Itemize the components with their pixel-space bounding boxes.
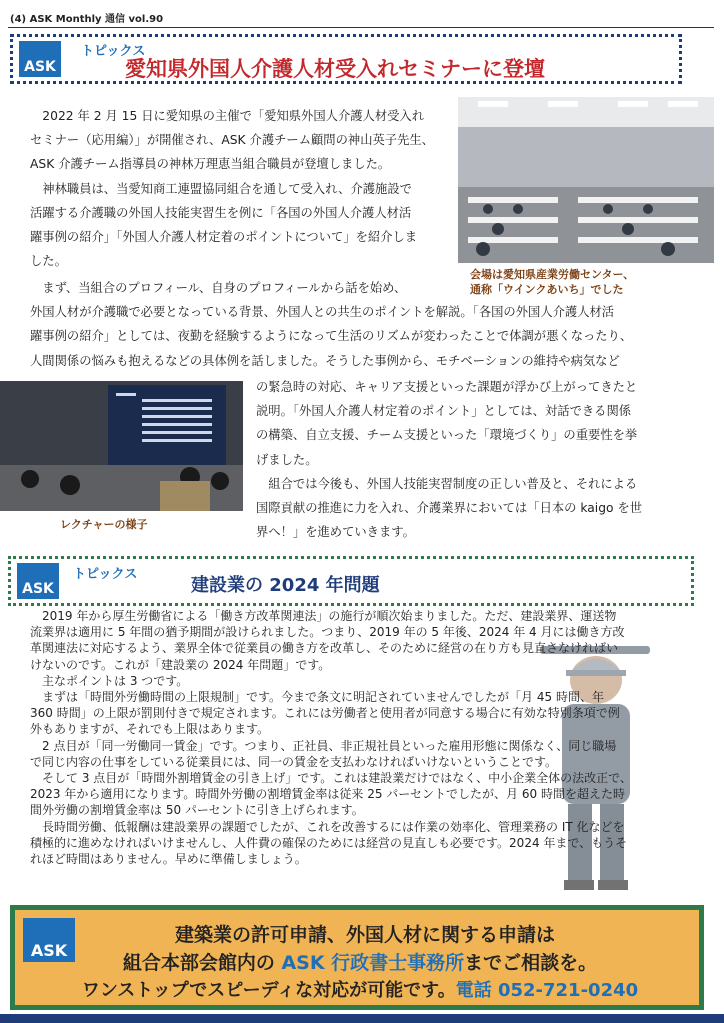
text-line: 界へ！」を進めていきます。 bbox=[256, 525, 415, 540]
text-line: 外もありますが、それでも上限はあります。 bbox=[30, 722, 270, 737]
ask-logo-text: ASK bbox=[22, 581, 54, 597]
topic1-banner bbox=[10, 34, 682, 84]
text-line: した。 bbox=[30, 254, 67, 269]
text-line: 間外労働の割増賃金率は 50 パーセントに引き上げられます。 bbox=[30, 803, 364, 818]
ask-logo-text: ASK bbox=[30, 941, 68, 960]
footer-bar bbox=[0, 1014, 724, 1023]
text-line: 2 点目が「同一労働同一賃金」です。つまり、正社員、非正規社員といった雇用形態に関係なく、同じ職場 bbox=[30, 738, 617, 753]
text-line: 躍事例の紹介」「外国人介護人材定着のポイントについて」を紹介しま bbox=[30, 230, 418, 245]
seminar-room-photo bbox=[458, 97, 714, 263]
promo-line3 bbox=[25, 976, 695, 1002]
promo-office-name: ASK 行政書士事務所 bbox=[281, 952, 465, 974]
topics-label: トピックス bbox=[81, 44, 146, 59]
text-line: 2023 年から適用になります。時間外労働の割増賃金率は従来 25 パーセントでしたが、月 60 時間を超えた時 bbox=[30, 787, 625, 802]
lecture-photo bbox=[0, 381, 243, 511]
text-line: で同じ内容の仕事をしている従業員には、同一の賃金を支払わなければいけないということです。 bbox=[30, 754, 558, 769]
text-line: けないのです。これが「建設業の 2024 年問題」です。 bbox=[30, 657, 331, 672]
seminar-room-image bbox=[458, 97, 714, 263]
text-line: 国際貢献の推進に力を入れ、介護業界においては「日本の kaigo を世 bbox=[256, 501, 643, 516]
text-line: 革関連法に対応するよう、業界全体で従業員の働き方を改革し、そのために経営の在り方も見直さなければい bbox=[30, 641, 619, 656]
article1-body-mid bbox=[30, 276, 720, 373]
issue-header: (4) ASK Monthly 通信 vol.90 bbox=[10, 14, 164, 25]
text-line: そして 3 点目が「時間外割増賃金の引き上げ」です。これは建設業だけではなく、中小企業全体の法改正で、 bbox=[30, 771, 632, 786]
text-line: 長時間労働、低報酬は建設業界の課題でしたが、これを改善するには作業の効率化、管理業務の IT 化などを bbox=[30, 819, 625, 834]
article2-body bbox=[30, 608, 710, 867]
text-line: 神林職員は、当愛知商工連盟協同組合を通して受入れ、介護施設で bbox=[30, 181, 412, 196]
topics-label: トピックス bbox=[73, 567, 138, 582]
text-line: 人間関係の悩みも抱えるなどの具体例を話しました。そうした事例から、モチベーションの維持や病気など bbox=[30, 353, 620, 368]
text-line: セミナー（応用編）」が開催され、ASK 介護チーム顧問の神山英子先生、 bbox=[30, 133, 434, 148]
promo-phone: 電話 052-721-0240 bbox=[455, 980, 639, 1001]
text-line: 外国人材が介護職で必要となっている背景、外国人との共生のポイントを解説。「各国の外国人介護人材活 bbox=[30, 305, 615, 320]
topic2-banner bbox=[8, 556, 694, 606]
text-line: まず、当組合のプロフィール、自身のプロフィールから話を始め、 bbox=[30, 281, 407, 295]
promo-line2-post: までご相談を。 bbox=[464, 952, 598, 974]
promo-box bbox=[10, 905, 704, 1010]
text-line: げました。 bbox=[256, 452, 318, 467]
text-line: ASK 介護チーム指導員の神林万理恵当組合職員が登壇しました。 bbox=[30, 157, 391, 172]
lecture-image bbox=[0, 381, 243, 511]
text-line: 2022 年 2 月 15 日に愛知県の主催で「愛知県外国人介護人材受入れ bbox=[30, 109, 425, 123]
text-line: 説明。「外国人介護人材定着のポイント」としては、対話できる関係 bbox=[256, 404, 632, 419]
photo1-caption-line1: 会場は愛知県産業労働センター、 bbox=[470, 268, 635, 281]
ask-logo bbox=[19, 41, 61, 77]
text-line: れほど時間はありません。早めに準備しましょう。 bbox=[30, 852, 307, 867]
text-line: 躍事例の紹介」としては、夜勤を経験するようになって生活のリズムが変わったことで体調が悪くなったり、 bbox=[30, 329, 633, 344]
text-line: 積極的に進めなければいけませんし、人件費の確保のためには経営の見直しも必要です。2024 年まで、もうそ bbox=[30, 835, 628, 850]
ask-logo-text: ASK bbox=[24, 59, 56, 75]
ask-logo bbox=[17, 563, 59, 599]
article1-body-top bbox=[30, 104, 455, 273]
text-line: 活躍する介護職の外国人技能実習生を例に「各国の外国人介護人材活 bbox=[30, 205, 412, 220]
text-line: まずは「時間外労働時間の上限規制」です。今まで条文に明記されていませんでしたが「月 45 時間、年 bbox=[30, 690, 604, 705]
text-line: 流業界は適用に 5 年間の猶予期間が設けられました。つまり、2019 年の 5 年後、2024 年 4 月には働き方改 bbox=[30, 625, 625, 640]
text-line: 2019 年から厚生労働省による「働き方改革関連法」の施行が順次始まりました。ただ、建設業界、運送物 bbox=[30, 609, 617, 623]
article1-title: 愛知県外国人介護人材受入れセミナーに登壇 bbox=[125, 57, 545, 81]
promo-line2 bbox=[35, 948, 685, 975]
promo-line2-pre: 組合本部会館内の bbox=[122, 952, 282, 974]
promo-line3-pre: ワンストップでスピーディな対応が可能です。 bbox=[81, 980, 456, 1001]
header-rule bbox=[8, 27, 714, 28]
photo1-caption-line2: 通称「ウインクあいち」でした bbox=[470, 283, 624, 296]
text-line: 360 時間」の上限が罰則付きで規定されます。これには労働者と使用者が同意する場合に有効な特別条項で例 bbox=[30, 706, 620, 721]
photo2-caption: レクチャーの様子 bbox=[60, 518, 148, 531]
promo-line1: 建築業の許可申請、外国人材に関する申請は bbox=[174, 924, 555, 946]
text-line: の構築、自立支援、チーム支援といった「環境づくり」の重要性を挙 bbox=[256, 428, 638, 443]
article1-body-right bbox=[256, 375, 718, 544]
text-line: 主なポイントは 3 つです。 bbox=[30, 673, 189, 688]
text-line: 組合では今後も、外国人技能実習制度の正しい普及と、それによる bbox=[256, 476, 638, 491]
text-line: の緊急時の対応、キャリア支援といった課題が浮かび上がってきたと bbox=[256, 380, 638, 394]
article2-title: 建設業の 2024 年問題 bbox=[191, 575, 380, 596]
